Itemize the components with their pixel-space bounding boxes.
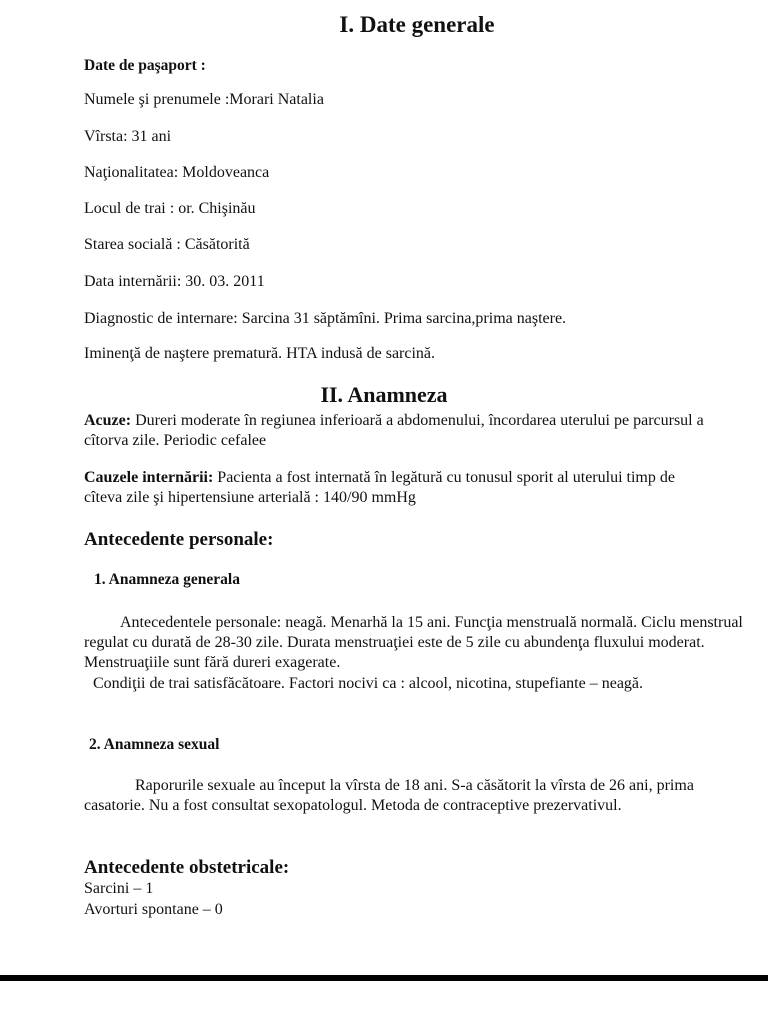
general-anamnesis-text: Antecedentele personale: neagă. Menarhă la 15 ani. Funcţia menstruală normală. Ciclu menstrual regulat cu durată de 28-30 zile. Durata menstruaţiei este de 5 zile cu abundenţa fluxului moderat. Menstruaţiile sunt fără dureri exagerate. <box>84 614 743 671</box>
living-conditions-text: Condiţii de trai satisfăcătoare. Factori nocivi ca : alcool, nicotina, stupefiante – neagă. <box>93 675 644 692</box>
pregnancies-count: Sarcini – 1 <box>84 880 154 897</box>
age-line: Vîrsta: 31 ani <box>84 128 172 145</box>
admission-causes-text: Pacienta a fost internată în legătură cu tonusul sporit al uterului timp de cîteva zile şi hipertensiune arterială : 140/90 mmHg <box>84 469 675 506</box>
diagnosis-continuation-line: Iminenţă de naştere prematură. HTA indusă de sarcină. <box>84 345 436 362</box>
patient-name-line: Numele şi prenumele :Morari Natalia <box>84 91 324 108</box>
complaints-paragraph <box>84 411 748 451</box>
general-anamnesis-heading: 1. Anamneza generala <box>94 571 240 588</box>
complaints-label: Acuze: <box>84 412 132 429</box>
admission-date-line: Data internării: 30. 03. 2011 <box>84 273 265 290</box>
admission-diagnosis-line: Diagnostic de internare: Sarcina 31 săptămîni. Prima sarcina,prima naştere. <box>84 310 567 327</box>
bottom-rule <box>0 975 768 981</box>
admission-causes-paragraph <box>84 468 704 508</box>
marital-status-line: Starea socială : Căsătorită <box>84 236 250 253</box>
sexual-anamnesis-text: Raporurile sexuale au început la vîrsta de 18 ani. S-a căsătorit la vîrsta de 26 ani, prima casatorie. Nu a fost consultat sexopatologul. Metoda de contraceptive prezervativul. <box>84 777 694 814</box>
obstetric-history-heading: Antecedente obstetricale: <box>84 857 290 878</box>
residence-line: Locul de trai : or. Chişinău <box>84 200 256 217</box>
passport-data-label: Date de paşaport : <box>84 57 206 74</box>
personal-history-heading: Antecedente personale: <box>84 529 274 550</box>
section-title-general-data: I. Date generale <box>339 12 495 37</box>
sexual-anamnesis-heading: 2. Anamneza sexual <box>89 736 220 753</box>
admission-causes-label: Cauzele internării: <box>84 469 214 486</box>
spontaneous-abortions-count: Avorturi spontane – 0 <box>84 901 223 918</box>
nationality-line: Naţionalitatea: Moldoveanca <box>84 164 270 181</box>
section-title-anamnesis: II. Anamneza <box>320 382 448 407</box>
complaints-text: Dureri moderate în regiunea inferioară a abdomenului, încordarea uterului pe parcursul a cîtorva zile. Periodic cefalee <box>84 412 704 449</box>
